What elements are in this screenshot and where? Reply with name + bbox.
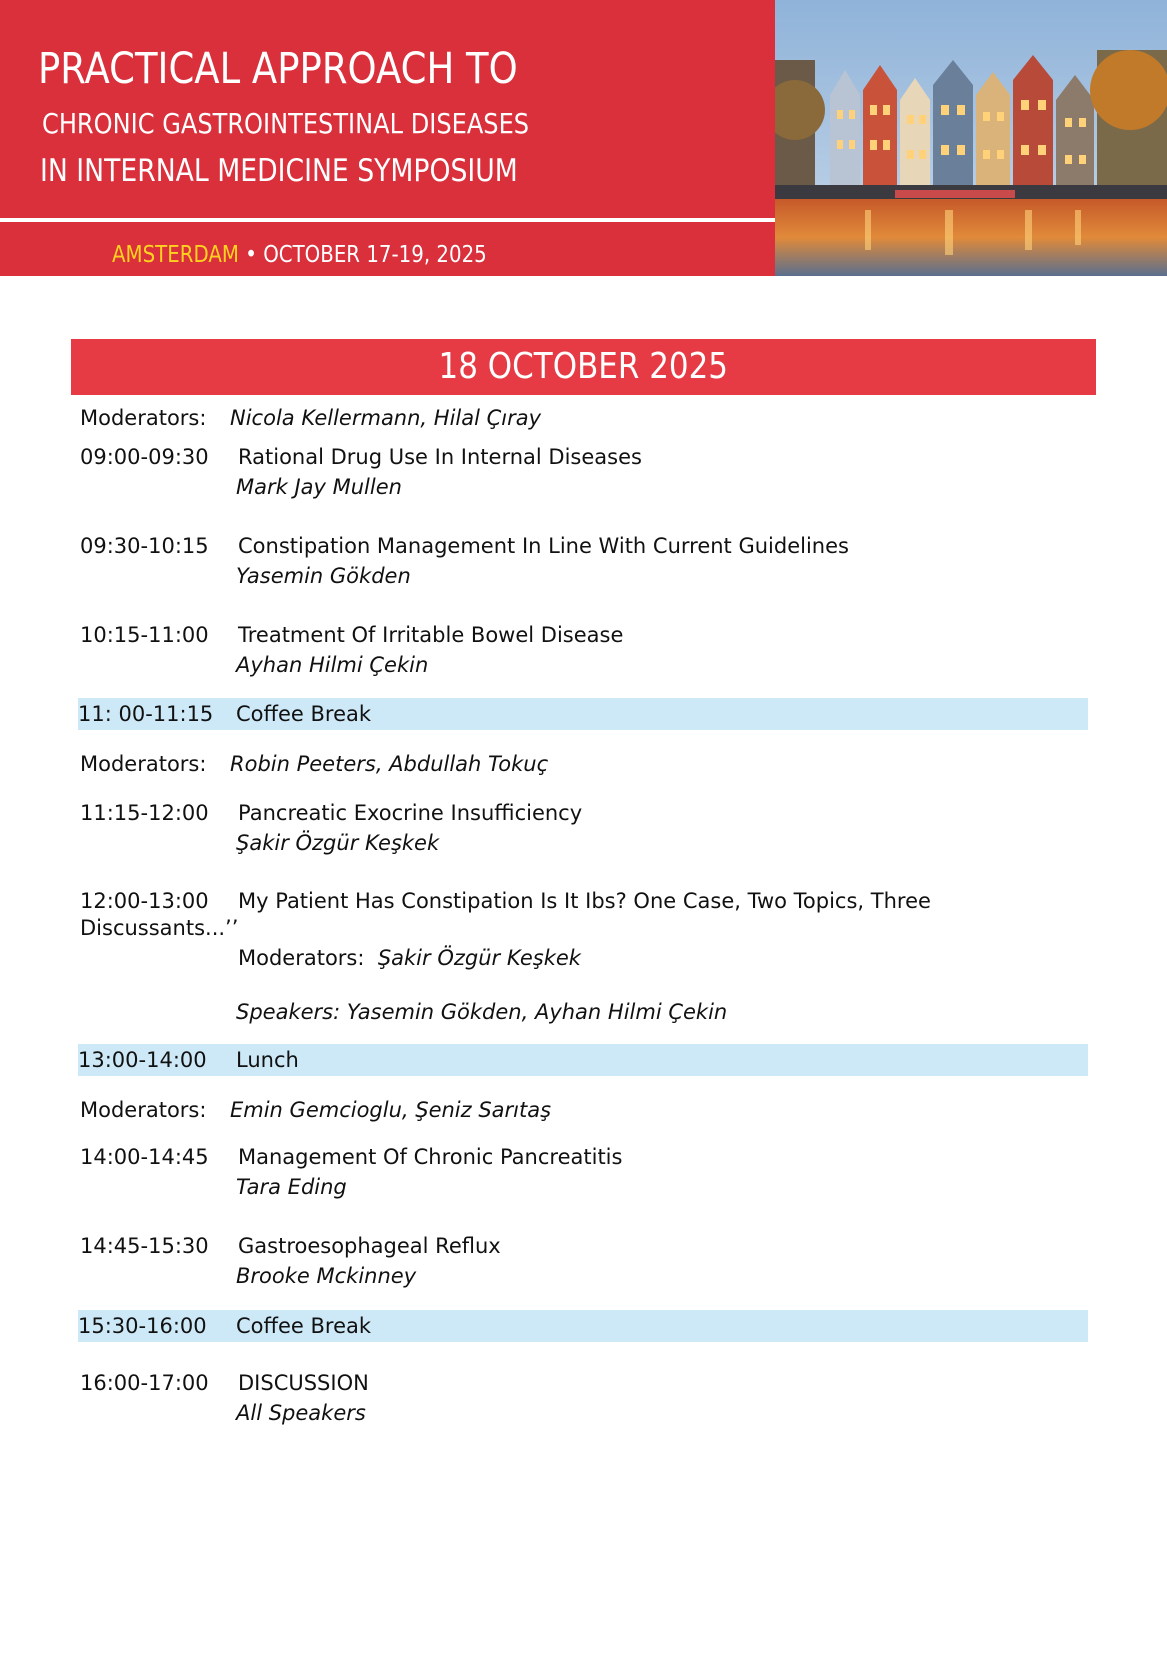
- header-red-panel: [0, 0, 775, 276]
- session-title: Pancreatic Exocrine Insufficiency: [238, 801, 583, 825]
- moderators-row: [80, 750, 1090, 778]
- day-banner: [71, 339, 1096, 395]
- title-line-2: CHRONIC GASTROINTESTINAL DISEASES: [42, 107, 530, 140]
- session-row: [80, 798, 1090, 858]
- location-dates: OCTOBER 17-19, 2025: [263, 242, 487, 268]
- header: [0, 0, 1167, 276]
- break-title: Lunch: [236, 1048, 299, 1072]
- session-time: 12:00-13:00: [80, 889, 209, 913]
- session-title: Management Of Chronic Pancreatitis: [238, 1145, 623, 1169]
- moderators-row: [80, 404, 1090, 432]
- session-speaker: Ayhan Hilmi Çekin: [236, 653, 429, 677]
- session-time: 10:15-11:00: [80, 623, 209, 647]
- moderators-label: Moderators:: [80, 406, 207, 430]
- moderators-label: Moderators:: [80, 1098, 207, 1122]
- case-speakers: Speakers: Yasemin Gökden, Ayhan Hilmi Çekin: [236, 1000, 728, 1024]
- session-title: Gastroesophageal Reflux: [238, 1234, 501, 1258]
- location-city: AMSTERDAM: [112, 242, 239, 268]
- session-title-continued: Discussants...’’: [80, 916, 239, 940]
- case-moderators-label: Moderators:: [238, 946, 365, 970]
- moderators-names: Nicola Kellermann, Hilal Çıray: [230, 406, 542, 430]
- session-speaker: Tara Eding: [236, 1175, 347, 1199]
- session-row: [80, 1142, 1090, 1202]
- session-time: 16:00-17:00: [80, 1371, 209, 1395]
- lunch-row: [78, 1044, 1088, 1076]
- case-moderators-names: Şakir Özgür Keşkek: [377, 946, 581, 970]
- location-date-line: [112, 242, 487, 268]
- day-title: 18 OCTOBER 2025: [438, 346, 729, 387]
- session-speaker: Şakir Özgür Keşkek: [236, 831, 440, 855]
- session-time: 11:15-12:00: [80, 801, 209, 825]
- break-time: 13:00-14:00: [78, 1048, 207, 1072]
- session-speaker: Yasemin Gökden: [236, 564, 411, 588]
- header-divider: [0, 218, 775, 222]
- session-time: 09:00-09:30: [80, 445, 209, 469]
- session-row: [80, 1368, 1090, 1428]
- session-row: [80, 1231, 1090, 1291]
- location-separator: •: [245, 242, 257, 268]
- moderators-names: Robin Peeters, Abdullah Tokuç: [230, 752, 549, 776]
- title-line-3: IN INTERNAL MEDICINE SYMPOSIUM: [40, 153, 518, 189]
- coffee-break-row: [78, 1310, 1088, 1342]
- session-row-case-discussion: [80, 888, 1090, 1027]
- moderators-names: Emin Gemcioglu, Şeniz Sarıtaş: [230, 1098, 552, 1122]
- session-row: [80, 442, 1090, 502]
- session-title: Constipation Management In Line With Current Guidelines: [238, 534, 849, 558]
- break-title: Coffee Break: [236, 1314, 372, 1338]
- session-title: Treatment Of Irritable Bowel Disease: [238, 623, 624, 647]
- session-speaker: Brooke Mckinney: [236, 1264, 417, 1288]
- session-row: [80, 531, 1090, 591]
- session-speaker: All Speakers: [236, 1401, 366, 1425]
- moderators-row: [80, 1096, 1090, 1124]
- break-time: 11: 00-11:15: [78, 702, 214, 726]
- session-time: 14:45-15:30: [80, 1234, 209, 1258]
- break-title: Coffee Break: [236, 702, 372, 726]
- session-time: 09:30-10:15: [80, 534, 209, 558]
- session-row: [80, 620, 1090, 680]
- session-time: 14:00-14:45: [80, 1145, 209, 1169]
- session-title: Rational Drug Use In Internal Diseases: [238, 445, 642, 469]
- session-title: My Patient Has Constipation Is It Ibs? One Case, Two Topics, Three: [238, 889, 931, 913]
- session-title: DISCUSSION: [238, 1371, 369, 1395]
- amsterdam-canal-photo: [775, 0, 1167, 276]
- coffee-break-row: [78, 698, 1088, 730]
- program-schedule: [80, 404, 1090, 1428]
- session-speaker: Mark Jay Mullen: [236, 475, 402, 499]
- break-time: 15:30-16:00: [78, 1314, 207, 1338]
- case-moderators: [80, 942, 1090, 974]
- title-line-1: PRACTICAL APPROACH TO: [38, 44, 518, 94]
- moderators-label: Moderators:: [80, 752, 207, 776]
